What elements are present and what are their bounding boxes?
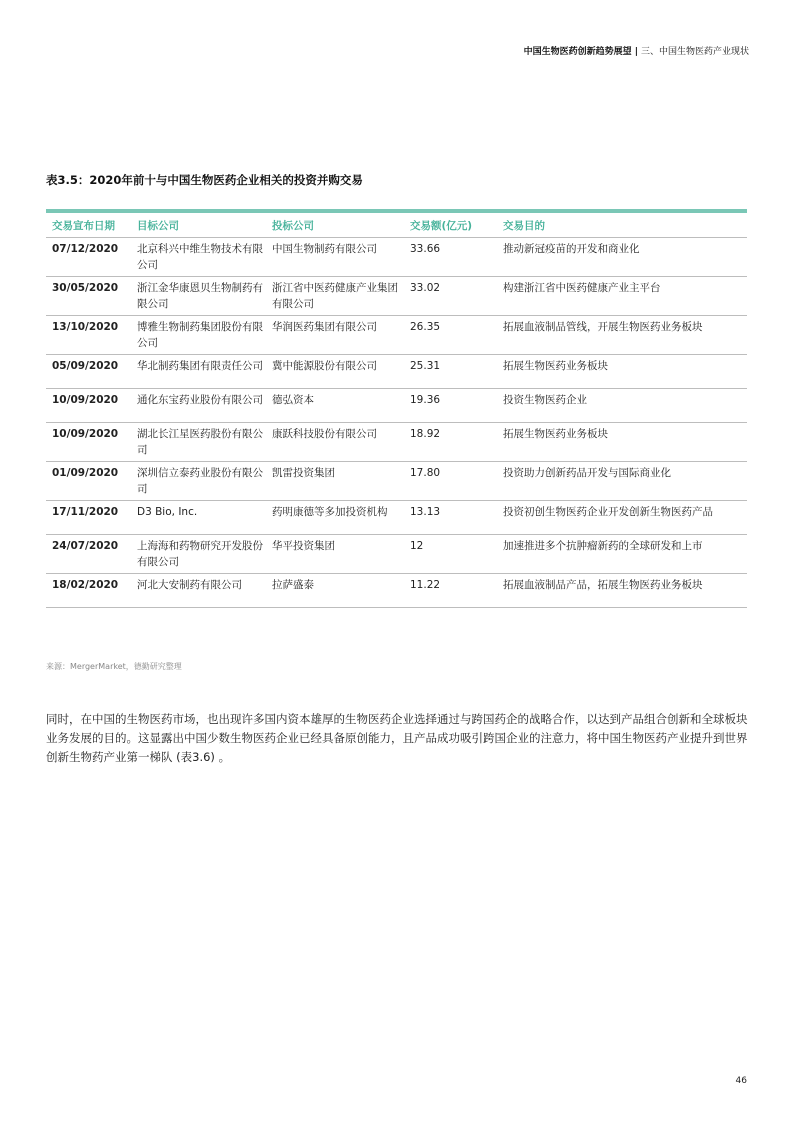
cell-date: 05/09/2020 [46,355,133,389]
cell-target: 浙江金华康恩贝生物制药有限公司 [133,277,268,316]
table-header-row [46,211,747,238]
cell-purpose: 拓展生物医药业务板块 [499,423,747,462]
cell-date: 10/09/2020 [46,389,133,423]
cell-bidder: 浙江省中医药健康产业集团有限公司 [268,277,406,316]
cell-amount: 19.36 [406,389,499,423]
cell-bidder: 药明康德等多加投资机构 [268,501,406,535]
cell-target: 上海海和药物研究开发股份有限公司 [133,535,268,574]
cell-date: 13/10/2020 [46,316,133,355]
cell-bidder: 康跃科技股份有限公司 [268,423,406,462]
column-header-date: 交易宣布日期 [46,211,133,238]
header-section: 三、中国生物医药产业现状 [640,47,749,57]
cell-target: 湖北长江星医药股份有限公司 [133,423,268,462]
cell-purpose: 拓展血液制品产品，拓展生物医药业务板块 [499,574,747,608]
cell-purpose: 加速推进多个抗肿瘤新药的全球研发和上市 [499,535,747,574]
table-row [46,316,747,355]
table-source-note: 来源：MergerMarket，德勤研究整理 [46,662,182,671]
cell-date: 18/02/2020 [46,574,133,608]
cell-amount: 11.22 [406,574,499,608]
table-row [46,238,747,277]
column-header-bidder: 投标公司 [268,211,406,238]
cell-amount: 17.80 [406,462,499,501]
cell-purpose: 拓展生物医药业务板块 [499,355,747,389]
header-title: 中国生物医药创新趋势展望 [523,47,632,57]
cell-date: 24/07/2020 [46,535,133,574]
cell-date: 07/12/2020 [46,238,133,277]
cell-bidder: 华润医药集团有限公司 [268,316,406,355]
cell-purpose: 投资初创生物医药企业开发创新生物医药产品 [499,501,747,535]
table-row [46,423,747,462]
page-number: 46 [735,1076,747,1086]
table-row [46,574,747,608]
table-row [46,462,747,501]
table-title: 表3.5：2020年前十与中国生物医药企业相关的投资并购交易 [46,173,363,187]
table-row [46,535,747,574]
cell-target: 通化东宝药业股份有限公司 [133,389,268,423]
body-paragraph: 同时，在中国的生物医药市场，也出现许多国内资本雄厚的生物医药企业选择通过与跨国药企的战略合作，以达到产品组合创新和全球板块业务发展的目的。这显露出中国少数生物医药企业已经具备原创能力，且产品成功吸引跨国企业的注意力，将中国生物医药产业提升到世界创新生物药产业第一梯队 (表3.6) 。 [46,711,748,764]
cell-purpose: 拓展血液制品管线，开展生物医药业务板块 [499,316,747,355]
cell-target: 北京科兴中维生物技术有限公司 [133,238,268,277]
table-row [46,277,747,316]
cell-target: 河北大安制药有限公司 [133,574,268,608]
cell-bidder: 拉萨盛泰 [268,574,406,608]
column-header-purpose: 交易目的 [499,211,747,238]
cell-purpose: 推动新冠疫苗的开发和商业化 [499,238,747,277]
cell-target: 华北制药集团有限责任公司 [133,355,268,389]
cell-amount: 12 [406,535,499,574]
cell-bidder: 华平投资集团 [268,535,406,574]
cell-amount: 33.66 [406,238,499,277]
header-separator: | [634,47,638,57]
cell-purpose: 构建浙江省中医药健康产业主平台 [499,277,747,316]
running-header [524,44,749,57]
column-header-target: 目标公司 [133,211,268,238]
cell-amount: 33.02 [406,277,499,316]
cell-amount: 25.31 [406,355,499,389]
table-row [46,501,747,535]
table-row [46,355,747,389]
cell-target: 深圳信立泰药业股份有限公司 [133,462,268,501]
cell-date: 17/11/2020 [46,501,133,535]
cell-target: 博雅生物制药集团股份有限公司 [133,316,268,355]
cell-bidder: 冀中能源股份有限公司 [268,355,406,389]
cell-bidder: 凯雷投资集团 [268,462,406,501]
table-row [46,389,747,423]
column-header-amount: 交易额(亿元) [406,211,499,238]
cell-target: D3 Bio, Inc. [133,501,268,535]
cell-purpose: 投资生物医药企业 [499,389,747,423]
deals-table [46,209,747,608]
cell-date: 01/09/2020 [46,462,133,501]
cell-bidder: 德弘资本 [268,389,406,423]
cell-date: 30/05/2020 [46,277,133,316]
cell-purpose: 投资助力创新药品开发与国际商业化 [499,462,747,501]
cell-amount: 18.92 [406,423,499,462]
cell-date: 10/09/2020 [46,423,133,462]
cell-amount: 13.13 [406,501,499,535]
cell-amount: 26.35 [406,316,499,355]
cell-bidder: 中国生物制药有限公司 [268,238,406,277]
